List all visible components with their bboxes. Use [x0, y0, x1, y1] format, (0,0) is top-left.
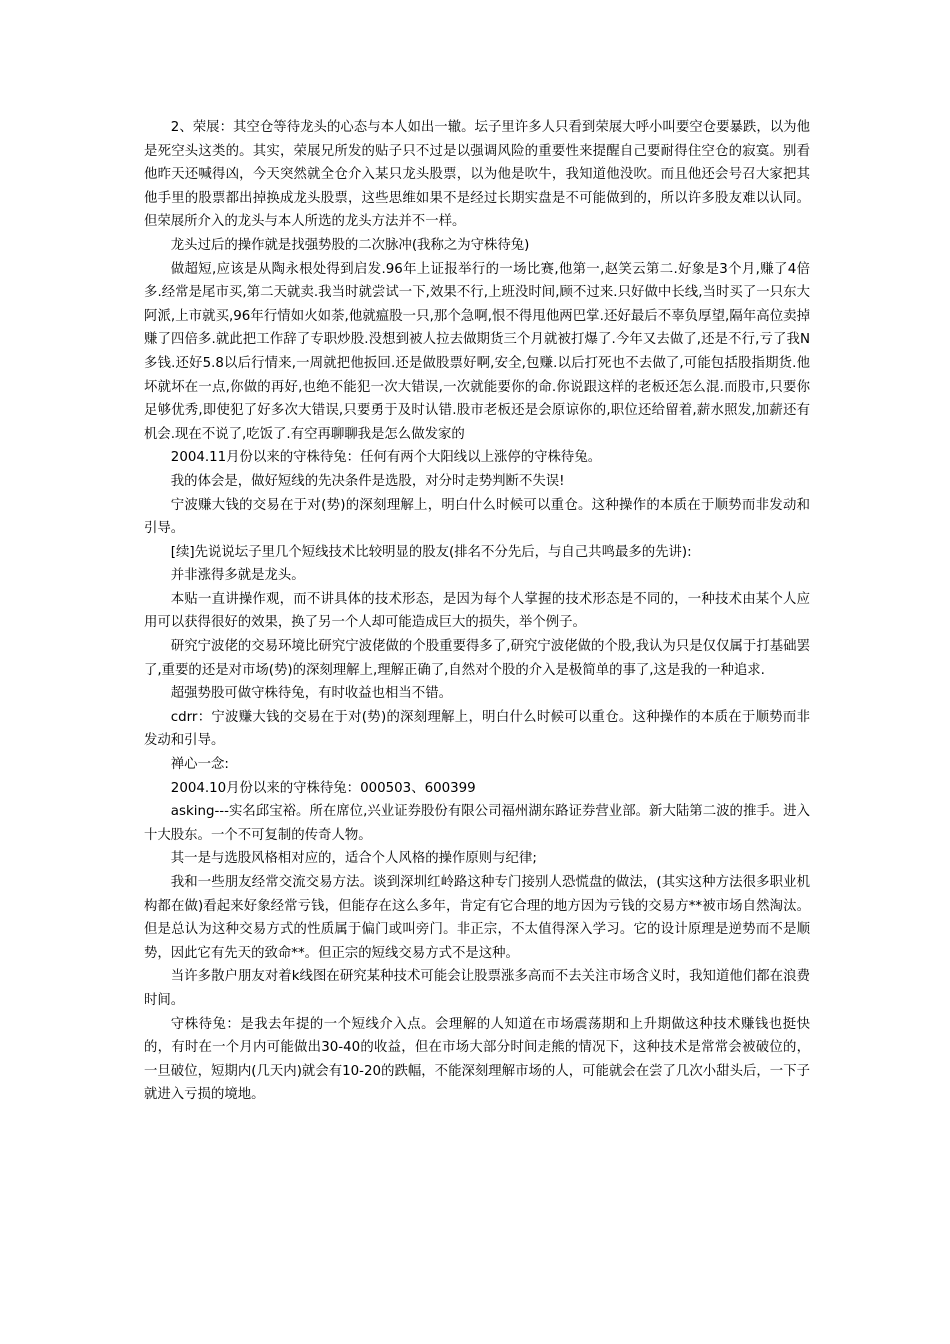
paragraph-chanxin: 禅心一念:	[170, 757, 229, 773]
paragraph-research-environment: 研究宁波佬的交易环境比研究宁波佬做的个股重要得多了,研究宁波佬做的个股,我认为只是仅仅属于打基础罢了,重要的还是对市场(势)的深刻理解上,理解正确了,自然对个股的介入是极简单的事了,这是我的一种追求.	[144, 639, 810, 678]
paragraph-trading-methods: 我和一些朋友经常交流交易方法。谈到深圳红岭路这种专门接别人恐慌盘的做法，(其实这种方法很多职业机构都在做)看起来好象经常亏钱，但能存在这么多年，肯定有它合理的地方因为亏钱的交易方**被市场自然淘汰。但是总认为这种交易方式的性质属于偏门或叫旁门。非正宗，不太值得深入学习。它的设计原理是逆势而不是顺势，因此它有先天的致命**。但正宗的短线交易方式不是这种。	[144, 875, 810, 961]
paragraph-ultra-short-story: 做超短,应该是从陶永根处得到启发.96年上证报举行的一场比赛,他第一,赵笑云第二.好象是3个月,赚了4倍多.经常是尾市买,第二天就卖.我当时就尝试一下,效果不行,上班没时间,顾不过来.只好做中长线,当时买了一只东大阿派,上市就买,96年行情如火如荼,他就瘟股一只,那个急啊,恨不得甩他两巴掌.还好最后不辜负厚望,隔年高位卖掉赚了四倍多.就此把工作辞了专职炒股.没想到被人拉去做期货三个月就被打爆了.今年又去做了,还是不行,亏了我N多钱.还好5.8以后行情来,一周就把他扳回.还是做股票好啊,安全,包赚.以后打死也不去做了,可能包括股指期货.他坏就坏在一点,你做的再好,也绝不能犯一次大错误,一次就能要你的命.你说跟这样的老板还怎么混.而股市,只要你足够优秀,即使犯了好多次大错误,只要勇于及时认错.股市老板还是会原谅你的,职位还给留着,薪水照发,加薪还有机会.现在不说了,吃饭了.有空再聊聊我是怎么做发家的	[144, 261, 810, 442]
paragraph-not-leader: 并非涨得多就是龙头。	[170, 568, 305, 584]
paragraph-cdrr: cdrr：宁波赚大钱的交易在于对(势)的深刻理解上，明白什么时候可以重仓。这种操作的本质在于顺势而非发动和引导。	[144, 709, 810, 749]
paragraph-2004-11-rabbit: 2004.11月份以来的守株待兔：任何有两个大阳线以上涨停的守株待兔。	[170, 450, 602, 466]
paragraph-principles: 其一是与选股风格相对应的，适合个人风格的操作原则与纪律;	[170, 851, 537, 867]
paragraph-continued-friends: [续]先说说坛子里几个短线技术比较明显的股友(排名不分先后，与自己共鸣最多的先讲):	[170, 544, 692, 560]
paragraph-dragon-second-pulse: 龙头过后的操作就是找强势股的二次脉冲(我称之为守株待兔)	[170, 237, 530, 253]
paragraph-k-line: 当许多散户朋友对着k线图在研究某种技术可能会让股票涨多高而不去关注市场含义时，我知道他们都在浪费时间。	[144, 969, 810, 1008]
paragraph-2004-10-rabbit: 2004.10月份以来的守株待兔：000503、600399	[170, 780, 476, 796]
paragraph-stock-selection: 我的体会是，做好短线的先决条件是选股，对分时走势判断不失误!	[170, 473, 565, 489]
paragraph-super-strong: 超强势股可做守株待兔，有时收益也相当不错。	[170, 686, 452, 702]
paragraph-asking: asking---实名邱宝裕。所在席位,兴业证券股份有限公司福州湖东路证券营业部。新大陆第二波的推手。进入十大股东。一个不可复制的传奇人物。	[144, 804, 810, 843]
paragraph-rabbit-entry: 守株待兔：是我去年提的一个短线介入点。会理解的人知道在市场震荡期和上升期做这种技术赚钱也挺快的，有时在一个月内可能做出30-40的收益，但在市场大部分时间走熊的情况下，这种技术是常常会被破位的，一旦破位，短期内(几天内)就会有10-20的跌幅，不能深刻理解市场的人，可能就会在尝了几次小甜头后，一下子就进入亏损的境地。	[144, 1016, 810, 1103]
document-page	[144, 116, 810, 1107]
paragraph-operation-view: 本贴一直讲操作观，而不讲具体的技术形态，是因为每个人掌握的技术形态是不同的，一种技术由某个人应用可以获得很好的效果，换了另一个人却可能造成巨大的损失，举个例子。	[144, 591, 810, 631]
paragraph-rongzhan: 2、荣展：其空仓等待龙头的心态与本人如出一辙。坛子里许多人只看到荣展大呼小叫要空仓要暴跌，以为他是死空头这类的。其实，荣展兄所发的贴子只不过是以强调风险的重要性来提醒自己要耐得住空仓的寂寞。别看他昨天还喊得凶，今天突然就全仓介入某只龙头股票，以为他是吹牛，我知道他没吹。而且他还会号召大家把其他手里的股票都出掉换成龙头股票，这些思维如果不是经过长期实盘是不可能做到的，所以许多股友难以认同。但荣展所介入的龙头与本人所选的龙头方法并不一样。	[144, 120, 810, 230]
paragraph-ningbo-trend: 宁波赚大钱的交易在于对(势)的深刻理解上，明白什么时候可以重仓。这种操作的本质在于顺势而非发动和引导。	[144, 497, 810, 537]
